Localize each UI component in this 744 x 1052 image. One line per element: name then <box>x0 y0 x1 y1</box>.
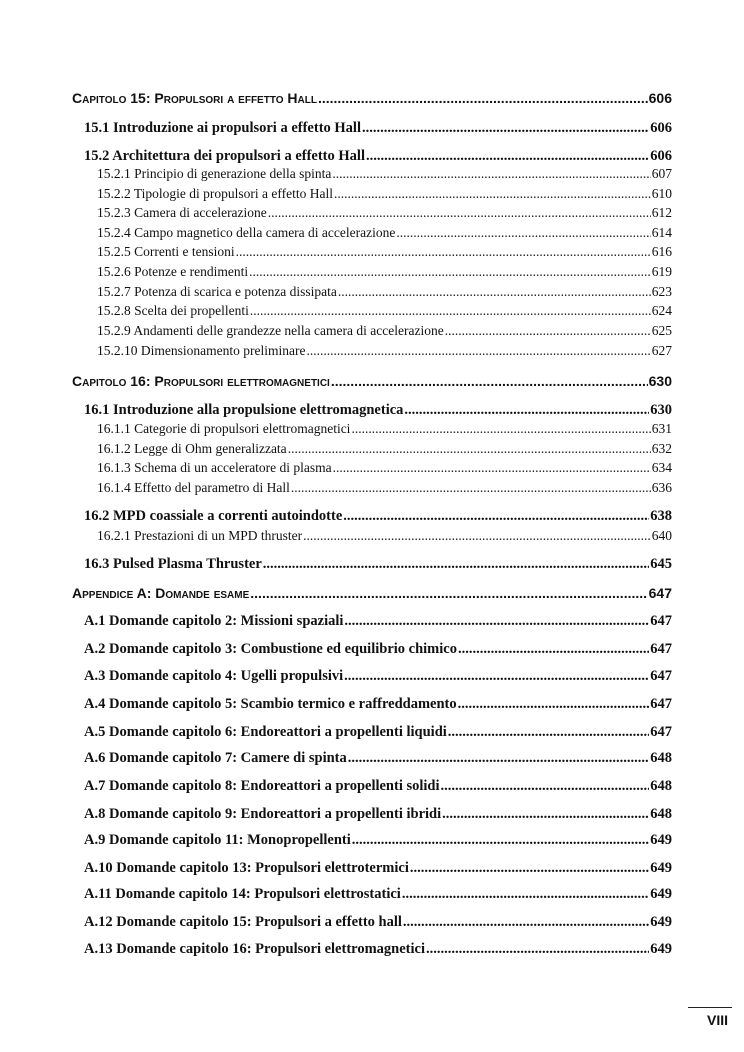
toc-entry-section[interactable] <box>84 556 672 573</box>
dot-leader <box>343 508 649 525</box>
toc-entry-page: 624 <box>651 303 672 318</box>
toc-entry-page: 606 <box>650 120 672 136</box>
toc-entry-subsection[interactable] <box>97 441 672 457</box>
toc-entry-section[interactable] <box>84 778 672 795</box>
toc-entry-page: 630 <box>648 373 672 389</box>
toc-entry-title: A.8 Domande capitolo 9: Endoreattori a propellenti ibridi <box>84 806 442 822</box>
toc-entry-subsection[interactable] <box>97 205 672 221</box>
toc-entry-subsection[interactable] <box>97 421 672 437</box>
dot-leader <box>333 460 651 476</box>
toc-entry-section[interactable] <box>84 941 672 958</box>
toc-entry-section[interactable] <box>84 696 672 713</box>
toc-entry-page: 648 <box>650 750 672 766</box>
toc-entry-title: A.7 Domande capitolo 8: Endoreattori a propellenti solidi <box>84 778 440 794</box>
toc-entry-title: 15.2.8 Scelta dei propellenti <box>97 303 249 318</box>
toc-entry-section[interactable] <box>84 724 672 741</box>
toc-entry-page: 632 <box>651 441 672 456</box>
toc-entry-page: 649 <box>650 941 672 957</box>
toc-entry-page: 616 <box>651 244 672 259</box>
toc-entry-subsection[interactable] <box>97 244 672 260</box>
dot-leader <box>236 244 651 260</box>
toc-entry-page: 640 <box>651 528 672 543</box>
toc-entry-subsection[interactable] <box>97 264 672 280</box>
dot-leader <box>291 480 651 496</box>
toc-entry-subsection[interactable] <box>97 343 672 359</box>
toc-entry-page: 612 <box>651 205 672 220</box>
toc-entry-chapter[interactable] <box>72 585 672 601</box>
dot-leader <box>303 528 651 544</box>
toc-entry-page: 614 <box>651 225 672 240</box>
toc-entry-title: A.13 Domande capitolo 16: Propulsori elettromagnetici <box>84 941 425 957</box>
toc-entry-section[interactable] <box>84 860 672 877</box>
dot-leader <box>344 668 649 685</box>
toc-entry-page: 649 <box>650 832 672 848</box>
toc-entry-title: 15.2.9 Andamenti delle grandezze nella camera di accelerazione <box>97 323 444 338</box>
toc-entry-section[interactable] <box>84 832 672 849</box>
toc-entry-chapter[interactable] <box>72 90 672 106</box>
toc-entry-title: A.11 Domande capitolo 14: Propulsori elettrostatici <box>84 886 401 902</box>
toc-entry-title: Capitolo 15: Propulsori a effetto Hall <box>72 90 317 106</box>
toc-entry-page: 606 <box>648 90 672 106</box>
toc-entry-section[interactable] <box>84 402 672 419</box>
toc-entry-page: 634 <box>651 460 672 475</box>
toc-entry-page: 649 <box>650 886 672 902</box>
toc-entry-page: 631 <box>651 421 672 436</box>
dot-leader <box>268 205 651 221</box>
dot-leader <box>351 421 650 437</box>
toc-entry-title: A.12 Domande capitolo 15: Propulsori a effetto hall <box>84 914 402 930</box>
dot-leader <box>263 556 649 573</box>
toc-entry-title: 16.1.3 Schema di un acceleratore di plasma <box>97 460 332 475</box>
toc-entry-page: 630 <box>650 402 672 418</box>
toc-entry-title: Appendice A: Domande esame <box>72 585 250 601</box>
toc-entry-title: A.10 Domande capitolo 13: Propulsori elettrotermici <box>84 860 409 876</box>
toc-entry-title: 15.2.5 Correnti e tensioni <box>97 244 235 259</box>
toc-entry-section[interactable] <box>84 120 672 137</box>
toc-entry-page: 647 <box>650 668 672 684</box>
toc-entry-title: 15.2.7 Potenza di scarica e potenza dissipata <box>97 284 337 299</box>
dot-leader <box>352 832 649 849</box>
dot-leader <box>331 373 648 389</box>
toc-entry-title: A.4 Domande capitolo 5: Scambio termico e raffreddamento <box>84 696 457 712</box>
dot-leader <box>250 303 651 319</box>
toc-entry-page: 647 <box>650 724 672 740</box>
toc-entry-title: 15.2 Architettura dei propulsori a effetto Hall <box>84 148 365 164</box>
toc-entry-title: 16.1.2 Legge di Ohm generalizzata <box>97 441 287 456</box>
toc-entry-title: 15.2.3 Camera di accelerazione <box>97 205 267 220</box>
dot-leader <box>458 641 649 658</box>
dot-leader <box>318 90 648 106</box>
toc-entry-subsection[interactable] <box>97 528 672 544</box>
page-number: VIII <box>706 1012 728 1028</box>
toc-entry-page: 648 <box>650 806 672 822</box>
dot-leader <box>306 343 650 359</box>
dot-leader <box>396 225 650 241</box>
toc-entry-section[interactable] <box>84 613 672 630</box>
toc-entry-subsection[interactable] <box>97 284 672 300</box>
toc-entry-title: 16.2.1 Prestazioni di un MPD thruster <box>97 528 303 543</box>
toc-entry-subsection[interactable] <box>97 460 672 476</box>
dot-leader <box>426 941 649 958</box>
toc-entry-title: 15.2.2 Tipologie di propulsori a effetto Hall <box>97 186 333 201</box>
toc-entry-section[interactable] <box>84 508 672 525</box>
toc-entry-subsection[interactable] <box>97 303 672 319</box>
dot-leader <box>458 696 650 713</box>
toc-entry-title: 15.2.10 Dimensionamento preliminare <box>97 343 306 358</box>
toc-entry-page: 627 <box>651 343 672 358</box>
dot-leader <box>249 264 651 280</box>
dot-leader <box>410 860 649 877</box>
toc-entry-page: 607 <box>651 166 672 181</box>
toc-entry-section[interactable] <box>84 750 672 767</box>
toc-entry-title: A.1 Domande capitolo 2: Missioni spaziali <box>84 613 344 629</box>
toc-entry-page: 647 <box>650 613 672 629</box>
dot-leader <box>250 585 647 601</box>
dot-leader <box>404 402 649 419</box>
footer-rule <box>688 1007 732 1008</box>
dot-leader <box>442 806 649 823</box>
toc-entry-title: A.2 Domande capitolo 3: Combustione ed equilibrio chimico <box>84 641 457 657</box>
toc-entry-page: 636 <box>651 480 672 495</box>
toc-entry-section[interactable] <box>84 914 672 931</box>
toc-entry-chapter[interactable] <box>72 373 672 389</box>
dot-leader <box>348 750 650 767</box>
toc-entry-title: 16.2 MPD coassiale a correnti autoindotte <box>84 508 343 524</box>
toc-entry-section[interactable] <box>84 148 672 165</box>
toc-entry-title: 16.3 Pulsed Plasma Thruster <box>84 556 262 572</box>
dot-leader <box>334 186 651 202</box>
toc-entry-page: 647 <box>650 696 672 712</box>
dot-leader <box>402 886 649 903</box>
toc-entry-title: A.5 Domande capitolo 6: Endoreattori a propellenti liquidi <box>84 724 447 740</box>
toc-entry-page: 649 <box>650 860 672 876</box>
toc-entry-section[interactable] <box>84 641 672 658</box>
toc-entry-title: 15.2.6 Potenze e rendimenti <box>97 264 249 279</box>
toc-entry-page: 647 <box>648 585 672 601</box>
toc-entry-subsection[interactable] <box>97 225 672 241</box>
toc-entry-page: 606 <box>650 148 672 164</box>
dot-leader <box>366 148 649 165</box>
toc-entry-section[interactable] <box>84 886 672 903</box>
toc-entry-title: 16.1.4 Effetto del parametro di Hall <box>97 480 290 495</box>
toc-entry-title: A.6 Domande capitolo 7: Camere di spinta <box>84 750 347 766</box>
dot-leader <box>441 778 650 795</box>
dot-leader <box>288 441 651 457</box>
dot-leader <box>403 914 649 931</box>
toc-entry-title: 16.1.1 Categorie di propulsori elettromagnetici <box>97 421 351 436</box>
toc-entry-subsection[interactable] <box>97 323 672 339</box>
toc-entry-subsection[interactable] <box>97 480 672 496</box>
toc-entry-page: 625 <box>651 323 672 338</box>
toc-entry-subsection[interactable] <box>97 166 672 182</box>
toc-entry-title: 16.1 Introduzione alla propulsione elettromagnetica <box>84 402 404 418</box>
dot-leader <box>362 120 649 137</box>
toc-entry-title: 15.1 Introduzione ai propulsori a effetto Hall <box>84 120 361 136</box>
dot-leader <box>344 613 649 630</box>
dot-leader <box>448 724 649 741</box>
dot-leader <box>445 323 651 339</box>
toc-entry-title: 15.2.4 Campo magnetico della camera di accelerazione <box>97 225 396 240</box>
dot-leader <box>338 284 651 300</box>
toc-entry-section[interactable] <box>84 668 672 685</box>
toc-entry-page: 610 <box>651 186 672 201</box>
toc-entry-page: 648 <box>650 778 672 794</box>
toc-entry-page: 645 <box>650 556 672 572</box>
toc-entry-page: 647 <box>650 641 672 657</box>
toc-entry-page: 649 <box>650 914 672 930</box>
toc-entry-title: Capitolo 16: Propulsori elettromagnetici <box>72 373 330 389</box>
toc-entry-page: 623 <box>651 284 672 299</box>
toc-entry-page: 638 <box>650 508 672 524</box>
toc-entry-section[interactable] <box>84 806 672 823</box>
toc-entry-title: A.3 Domande capitolo 4: Ugelli propulsivi <box>84 668 344 684</box>
dot-leader <box>332 166 650 182</box>
toc-entry-title: 15.2.1 Principio di generazione della spinta <box>97 166 332 181</box>
toc-entry-title: A.9 Domande capitolo 11: Monopropellenti <box>84 832 351 848</box>
toc-entry-page: 619 <box>651 264 672 279</box>
toc-entry-subsection[interactable] <box>97 186 672 202</box>
